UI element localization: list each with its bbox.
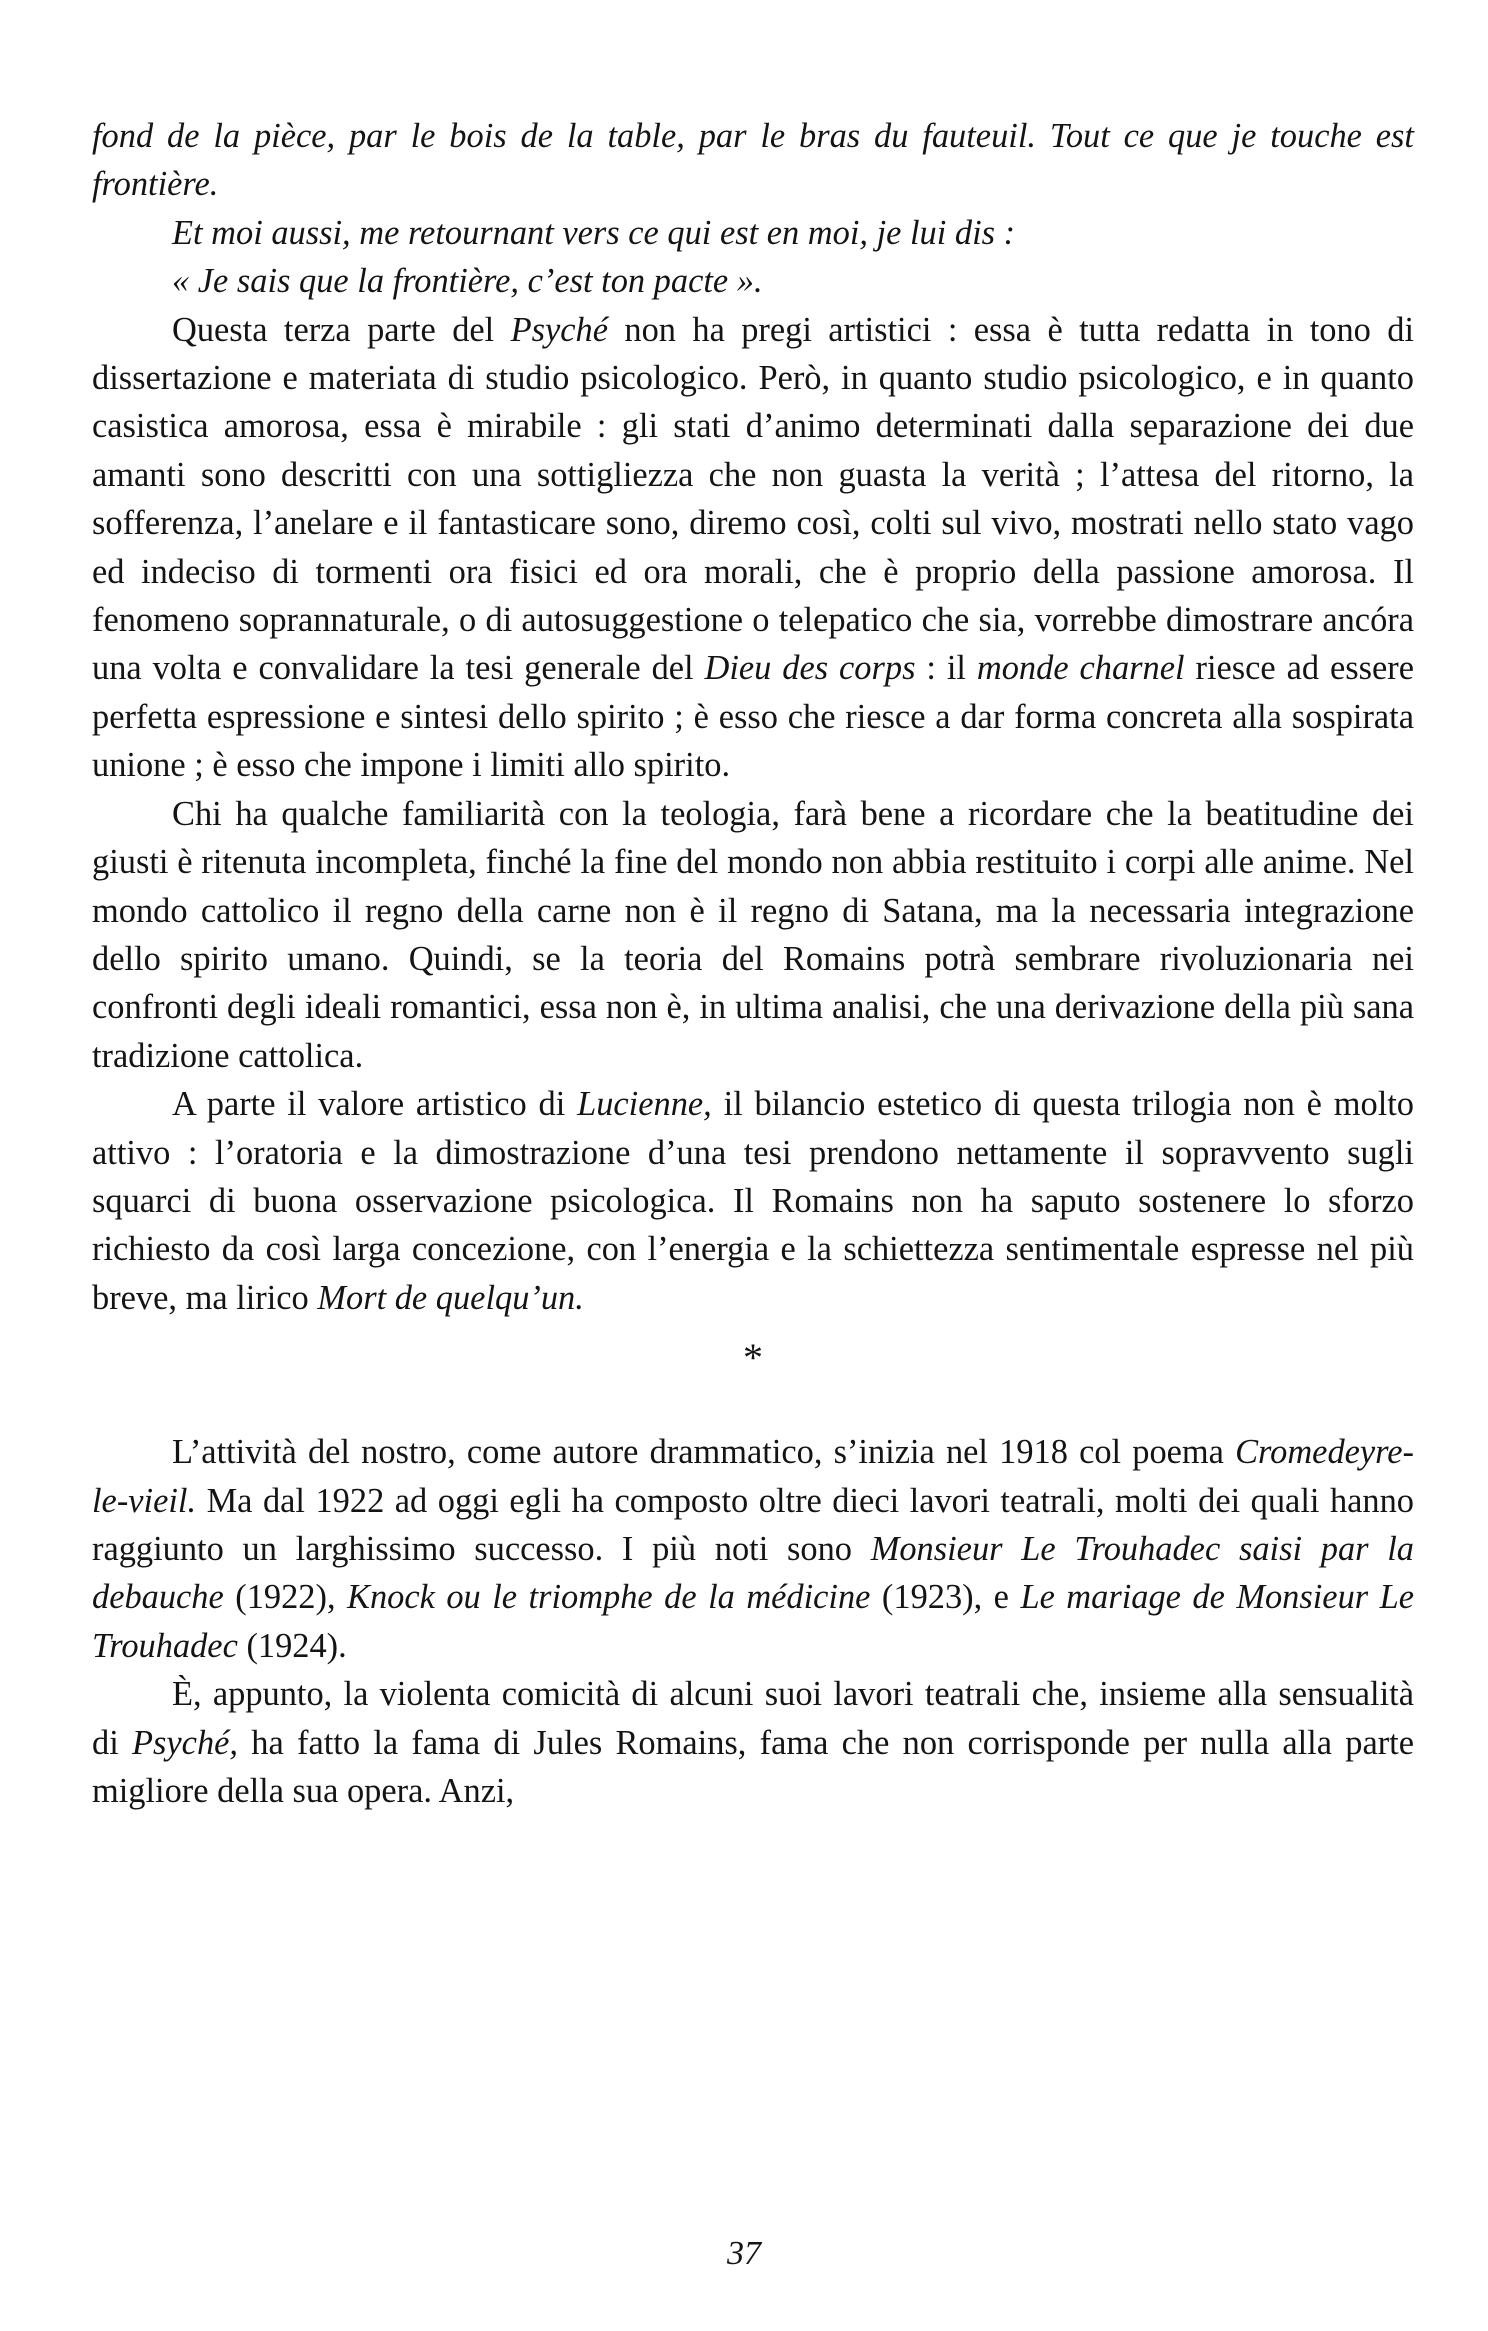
paragraph-theology: Chi ha qualche familiarità con la teologia, farà bene a ricordare che la beatitudine dei giusti è ritenuta incompleta, finché la fine del mondo non abbia restituito i corpi alle anime. Nel mondo cattolico il regno della carne non è il regno di Satana, ma la necessaria integrazione dello spirito umano. Quindi, se la teoria del Romains potrà sembrare rivoluzionaria nei confronti degli ideali romantici, essa non è, in ultima analisi, che una derivazione della più sana tradizione cattolica. [92,794,1414,1075]
text-run: Ma dal 1922 ad oggi egli ha composto oltre dieci lavori teatrali, molti dei quali hanno raggiunto un larghissimo successo. I più noti sono [92,1481,1414,1568]
italic-title: Psyché, [132,1723,239,1762]
italic-title: Mort de quelqu’un. [317,1278,584,1317]
text-run: È, appunto, la violenta comicità di alcuni suoi lavori teatrali che, insieme alla sensualità di [92,1675,1414,1762]
text-run: non ha pregi artistici : essa è tutta redatta in tono di dissertazione e materiata di studio psicologico. Però, in quanto studio psicologico, e in quanto casistica amorosa, essa è mirabile : gli stati d’animo determinati dalla separazione dei due amanti sono descritti con una sottigliezza che non guasta la verità ; l’attesa del ritorno, la sofferenza, l’anelare e il fantasticare sono, diremo così, colti sul vivo, mostrati nello stato vago ed indeciso di tormenti ora fisici ed ora morali, che è proprio della passione amorosa. Il fenomeno soprannaturale, o di autosuggestione o telepatico che sia, vorrebbe dimostrare ancóra una volta e convalidare la tesi generale del [92,310,1415,688]
text-run: il bilancio estetico di questa trilogia non è molto attivo : l’oratoria e la dimostrazione d’una tesi prendono nettamente il sopravvento sugli squarci di buona osservazione psicologica. Il Romains non ha saputo sostenere lo sforzo richiesto da così larga concezione, con l’energia e la schiettezza sentimentale espresse nel più breve, ma lirico [92,1085,1414,1317]
paragraph-comicity [92,1670,1414,1815]
italic-title: Knock ou le triomphe de la médicine [347,1578,871,1617]
paragraph-dramatic-work [92,1428,1414,1670]
text-run: A parte il valore artistico di [172,1085,578,1124]
quote-paragraph-1: fond de la pièce, par le bois de la table, par le bras du fauteuil. Tout ce que je touche est frontière. [92,117,1414,204]
italic-title: Cromedeyre-le-vieil. [92,1433,1414,1520]
italic-title: Le mariage de Monsieur Le Trouhadec [92,1578,1415,1665]
text-run: (1924). [237,1626,347,1665]
body-text [92,112,1414,1815]
section-separator: * [743,1335,763,1381]
text-run: L’attività del nostro, come autore drammatico, s’inizia nel 1918 col poema [172,1433,1236,1472]
text-run: (1923), e [870,1578,1021,1617]
paragraph-psyche-third-part [92,306,1414,790]
text-run: riesce ad essere perfetta espressione e sintesi dello spirito ; è esso che riesce a dar forma concreta alla sospirata unione ; è esso che impone i limiti allo spirito. [92,649,1414,785]
italic-term: monde charnel [976,649,1185,688]
quote-paragraph-3: « Je sais que la frontière, c’est ton pacte ». [172,262,763,301]
text-run: : il [915,649,977,688]
quote-paragraph-2: Et moi aussi, me retournant vers ce qui est en moi, je lui dis : [172,213,1016,252]
text-run: (1922), [223,1578,348,1617]
text-run: Questa terza parte del [172,310,511,349]
italic-title: Monsieur Le Trouhadec saisi par la debauche [92,1529,1414,1617]
paragraph-trilogy [92,1080,1414,1322]
italic-title: Lucienne, [577,1085,712,1124]
page-number: 37 [727,2235,761,2272]
italic-title: Dieu des corps [704,649,916,688]
text-run: ha fatto la fama di Jules Romains, fama che non corrisponde per nulla alla parte migliore della sua opera. Anzi, [92,1723,1414,1810]
italic-title: Psyché [510,310,609,349]
